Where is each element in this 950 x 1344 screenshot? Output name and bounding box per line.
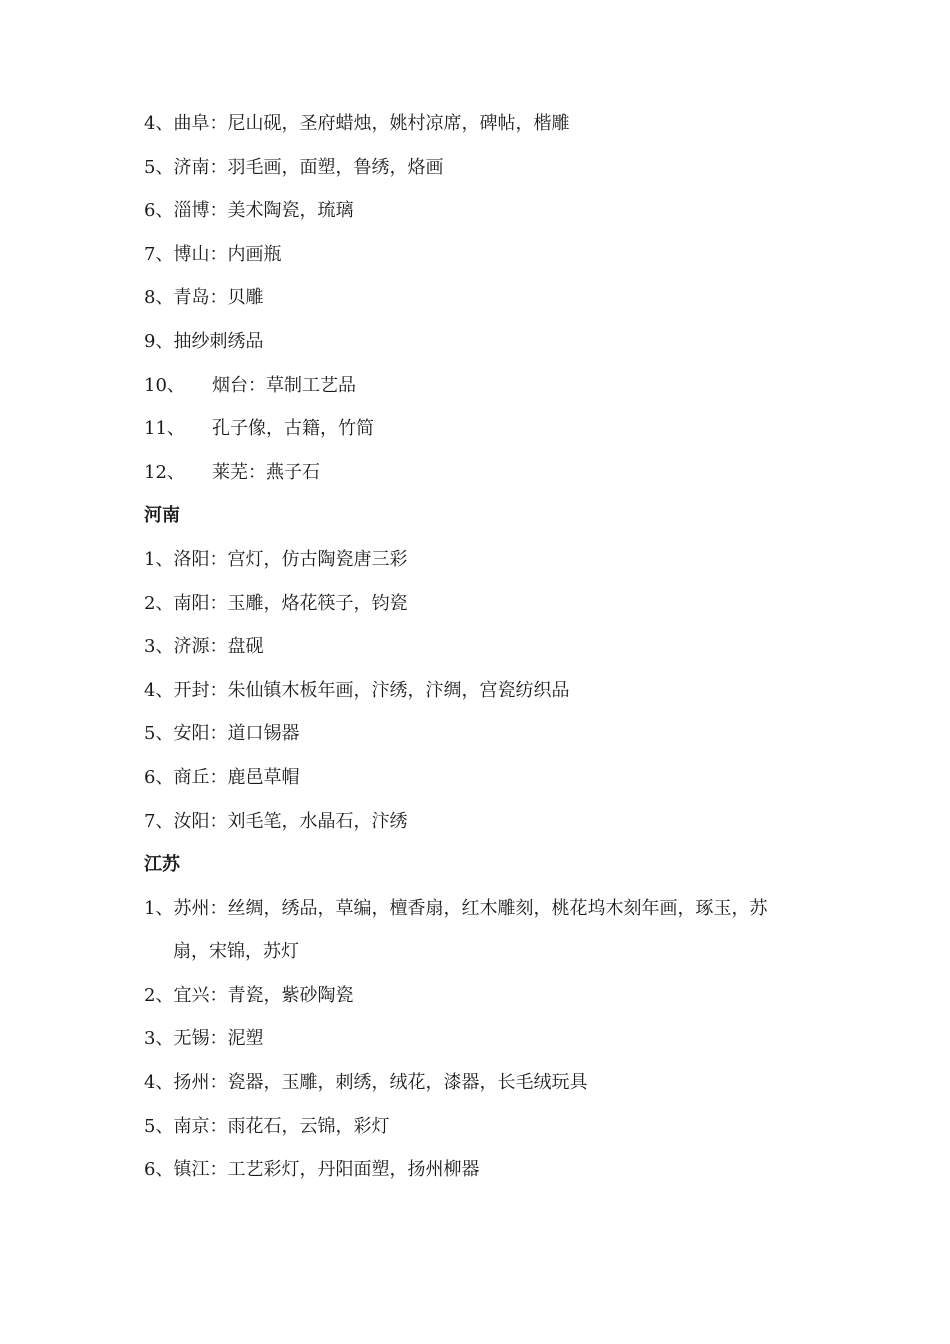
item-number: 10、 xyxy=(144,374,185,396)
item-text: 商丘：鹿邑草帽 xyxy=(173,766,300,788)
list-item xyxy=(144,233,814,277)
list-item xyxy=(144,146,814,190)
item-number: 3、 xyxy=(144,636,174,658)
list-item xyxy=(144,712,814,756)
list-item xyxy=(144,189,814,233)
item-number: 11、 xyxy=(144,418,185,440)
item-number: 9、 xyxy=(144,330,174,352)
item-number: 5、 xyxy=(144,723,174,745)
item-text: 南阳：玉雕，烙花筷子，钧瓷 xyxy=(173,592,408,614)
item-text: 无锡：泥塑 xyxy=(173,1028,264,1050)
list-item xyxy=(144,669,814,713)
item-text: 博山：内画瓶 xyxy=(173,243,282,265)
item-text: 孔子像，古籍，竹简 xyxy=(212,418,374,440)
list-item-continuation: 扇，宋锦，苏灯 xyxy=(173,941,299,963)
item-number: 6、 xyxy=(144,766,174,788)
item-text: 扬州：瓷器，玉雕，刺绣，绒花，漆器，长毛绒玩具 xyxy=(173,1072,588,1094)
item-number: 8、 xyxy=(144,287,174,309)
item-number: 4、 xyxy=(144,113,174,134)
section-heading-jiangsu: 江苏 xyxy=(144,854,180,876)
item-number: 4、 xyxy=(144,1072,174,1094)
item-text: 莱芜：燕子石 xyxy=(212,461,320,483)
list-item xyxy=(144,1017,814,1061)
item-text: 汝阳：刘毛笔，水晶石，汴绣 xyxy=(173,810,408,832)
list-item xyxy=(144,320,814,364)
item-number: 1、 xyxy=(144,897,174,919)
item-number: 6、 xyxy=(144,200,174,222)
list-item xyxy=(144,625,814,669)
list-item xyxy=(144,1148,814,1192)
item-text: 开封：朱仙镇木板年画，汴绣，汴绸，宫瓷纺织品 xyxy=(173,679,570,701)
list-item xyxy=(144,276,814,320)
item-text: 宜兴：青瓷，紫砂陶瓷 xyxy=(173,984,354,1006)
item-number: 4、 xyxy=(144,679,174,701)
item-number: 7、 xyxy=(144,243,174,265)
item-number: 3、 xyxy=(144,1028,174,1050)
list-item xyxy=(144,756,814,800)
item-number: 7、 xyxy=(144,810,174,832)
item-text: 青岛：贝雕 xyxy=(173,287,264,309)
item-number: 1、 xyxy=(144,548,174,570)
item-text: 洛阳：宫灯，仿古陶瓷唐三彩 xyxy=(173,548,408,570)
section-heading-henan: 河南 xyxy=(144,505,180,527)
item-text: 抽纱刺绣品 xyxy=(173,330,264,352)
item-text: 安阳：道口锡器 xyxy=(173,723,300,745)
list-item xyxy=(144,582,814,626)
item-number: 2、 xyxy=(144,984,174,1006)
item-text: 曲阜：尼山砚，圣府蜡烛，姚村凉席，碑帖，楷雕 xyxy=(173,113,570,134)
item-text: 镇江：工艺彩灯，丹阳面塑，扬州柳器 xyxy=(173,1159,480,1181)
item-text: 烟台：草制工艺品 xyxy=(212,374,356,396)
item-number: 12、 xyxy=(144,461,185,483)
list-item xyxy=(144,1105,814,1149)
list-item xyxy=(144,887,814,931)
list-item xyxy=(144,538,814,582)
item-text: 苏州：丝绸，绣品，草编，檀香扇，红木雕刻，桃花坞木刻年画，琢玉，苏 xyxy=(173,897,768,919)
list-item xyxy=(144,974,814,1018)
item-number: 5、 xyxy=(144,156,174,178)
item-number: 6、 xyxy=(144,1159,174,1181)
item-number: 5、 xyxy=(144,1115,174,1137)
item-text: 淄博：美术陶瓷，琉璃 xyxy=(173,200,354,222)
document-content xyxy=(144,102,814,1192)
list-item xyxy=(144,102,814,146)
item-text: 济南：羽毛画，面塑，鲁绣，烙画 xyxy=(173,156,444,178)
list-item xyxy=(144,451,814,495)
list-item xyxy=(144,364,814,408)
list-item xyxy=(144,800,814,844)
list-item xyxy=(144,407,814,451)
item-text: 济源：盘砚 xyxy=(173,636,264,658)
item-text: 南京：雨花石，云锦，彩灯 xyxy=(173,1115,390,1137)
list-item xyxy=(144,1061,814,1105)
item-number: 2、 xyxy=(144,592,174,614)
